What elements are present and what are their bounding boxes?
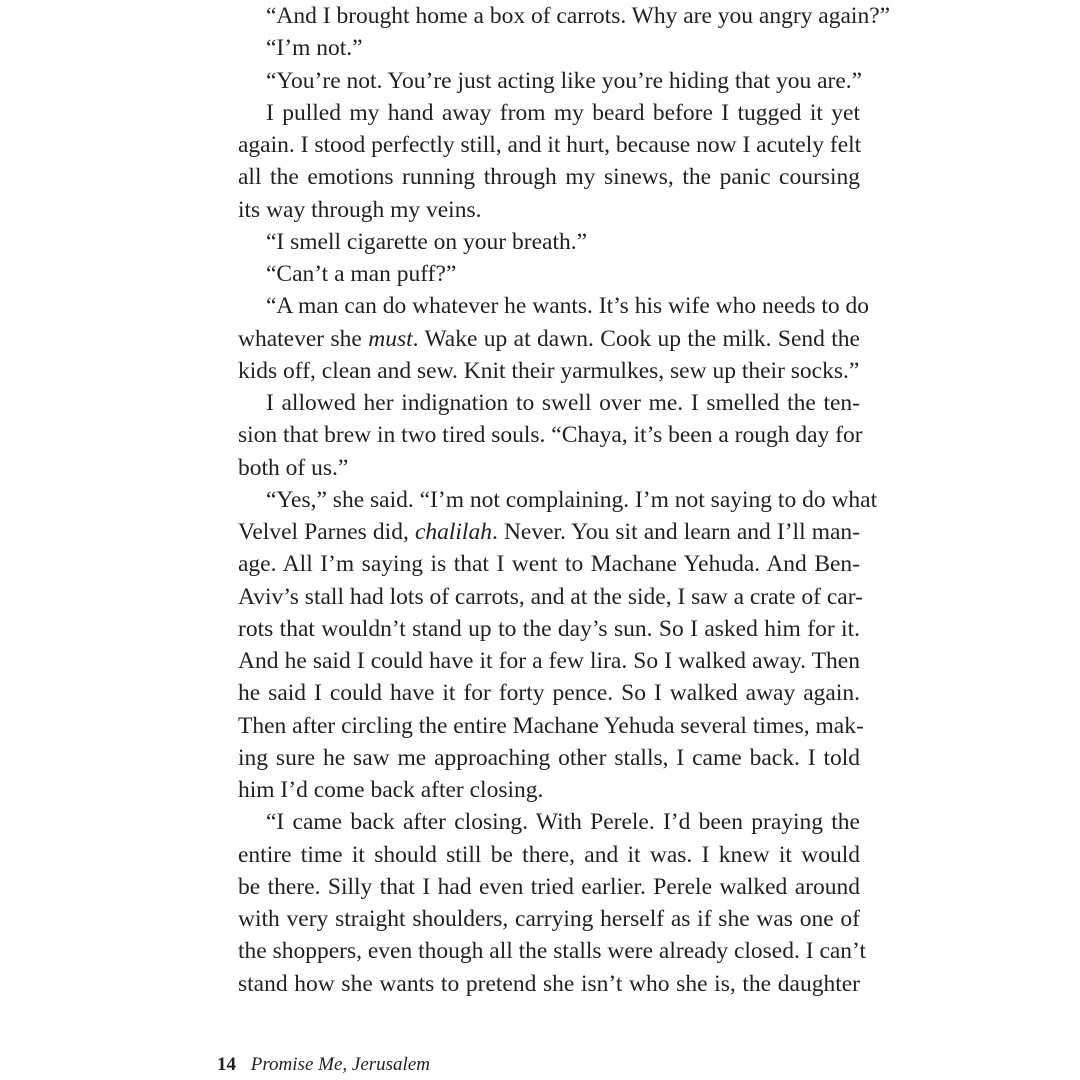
text-segment: whatever she [238, 325, 369, 352]
text-segment: . Never. You sit and learn and I’ll man- [491, 519, 860, 545]
running-title: Promise Me, Jerusalem [250, 1054, 430, 1075]
italic-word: must [368, 325, 413, 352]
text-segment: Velvel Parnes did, [238, 519, 415, 545]
page-footer [217, 1054, 430, 1076]
text-line: “A man can do whatever he wants. It’s his wife who needs to do [266, 293, 870, 320]
text-line: “And I brought home a box of carrots. Why are you angry again?” [266, 3, 891, 29]
text-line: I allowed her indignation to swell over me. I smelled the ten- [266, 390, 860, 416]
text-line: “You’re not. You’re just acting like you’re hiding that you are.” [266, 67, 863, 94]
body-text [238, 0, 891, 1000]
text-line [238, 323, 860, 355]
text-line: “Can’t a man puff?” [266, 261, 457, 287]
text-line: And he said I could have it for a few lira. So I walked away. Then [238, 648, 860, 674]
text-line: Then after circling the entire Machane Yehuda several times, mak- [238, 712, 864, 739]
text-line: I pulled my hand away from my beard before I tugged it yet [266, 99, 860, 126]
text-line: ing sure he saw me approaching other stalls, I came back. I told [238, 744, 860, 771]
text-line: “I’m not.” [266, 35, 363, 62]
text-line: Aviv’s stall had lots of carrots, and at the side, I saw a crate of car- [238, 583, 863, 610]
text-line: rots that wouldn’t stand up to the day’s sun. So I asked him for it. [238, 615, 860, 642]
text-line: its way through my veins. [238, 196, 482, 223]
text-line [238, 516, 860, 548]
text-line: again. I stood perfectly still, and it hurt, because now I acutely felt [238, 132, 862, 158]
page-number: 14 [217, 1054, 236, 1075]
text-line: age. All I’m saying is that I went to Machane Yehuda. And Ben- [238, 551, 860, 578]
text-line: stand how she wants to pretend she isn’t who she is, the daughter [238, 970, 860, 997]
text-segment: . Wake up at dawn. Cook up the milk. Send the [412, 325, 860, 352]
text-line: he said I could have it for forty pence. So I walked away again. [238, 680, 860, 707]
text-line: all the emotions running through my sinews, the panic coursing [238, 164, 860, 191]
text-line: with very straight shoulders, carrying herself as if she was one of [238, 906, 860, 932]
text-line: kids off, clean and sew. Knit their yarmulkes, sew up their socks.” [238, 357, 860, 384]
text-line: the shoppers, even though all the stalls were already closed. I can’t [238, 938, 866, 965]
text-line: be there. Silly that I had even tried earlier. Perele walked around [238, 873, 860, 900]
text-line: “I smell cigarette on your breath.” [266, 228, 588, 255]
text-line: “I came back after closing. With Perele. I’d been praying the [266, 809, 860, 836]
italic-word: chalilah [414, 519, 492, 545]
text-line: “Yes,” she said. “I’m not complaining. I’m not saying to do what [266, 486, 878, 513]
text-line: both of us.” [238, 454, 349, 481]
text-line: entire time it should still be there, and it was. I knew it would [238, 841, 860, 868]
text-line: him I’d come back after closing. [238, 777, 544, 803]
text-line: sion that brew in two tired souls. “Chaya, it’s been a rough day for [238, 422, 863, 449]
